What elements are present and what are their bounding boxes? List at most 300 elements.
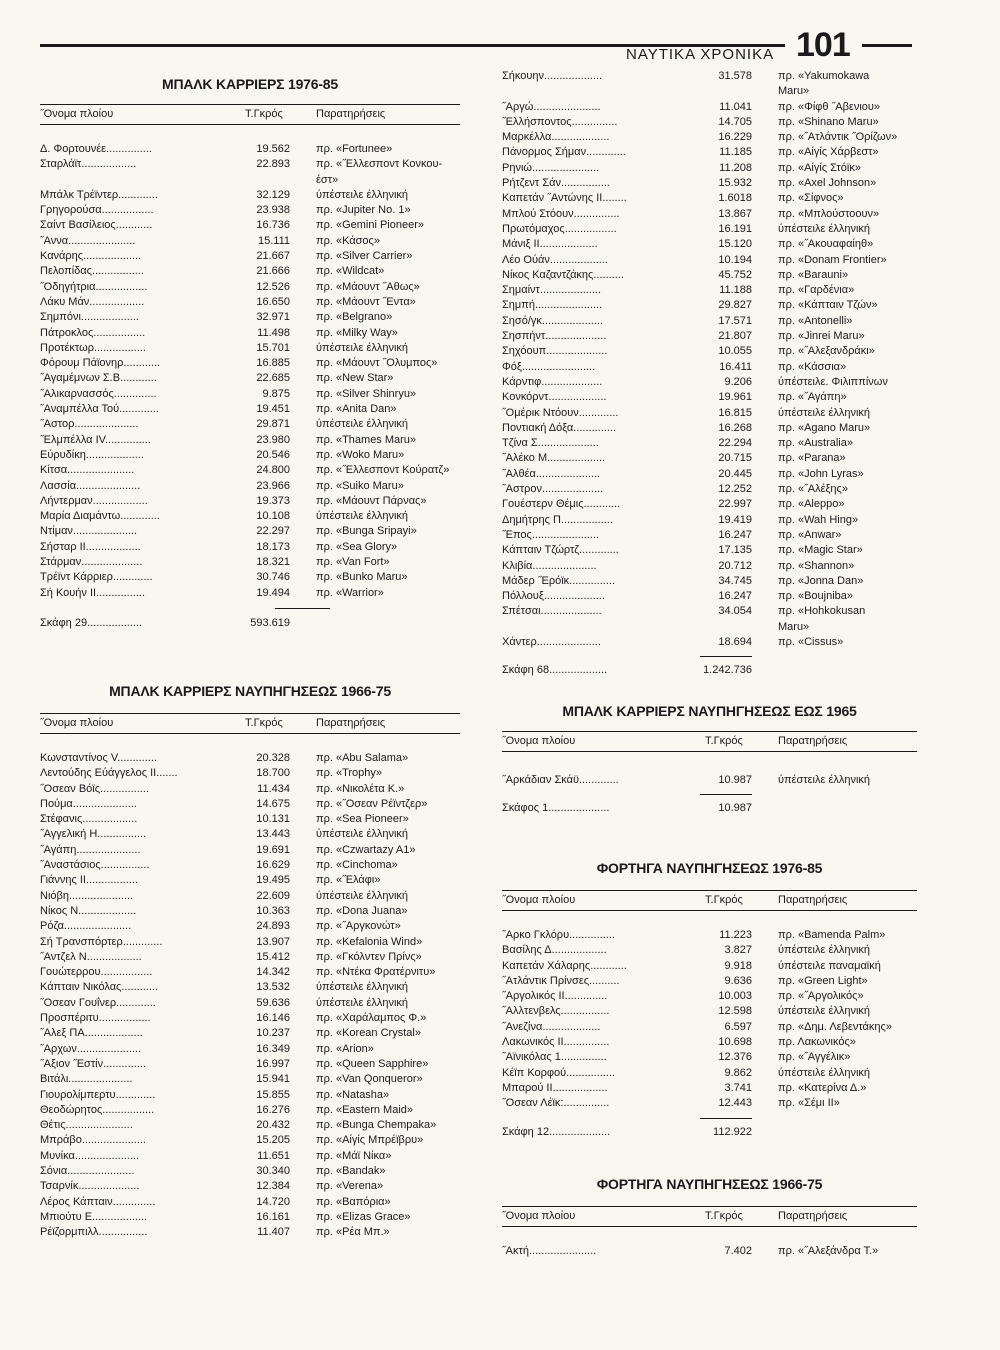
gross-tonnage: 16.247 xyxy=(718,590,752,603)
gross-tonnage: 16.146 xyxy=(256,1012,290,1025)
remarks: πρ. «˝Ελλεσποντ Κούρατζ» xyxy=(316,464,450,477)
table-row xyxy=(502,451,917,466)
remarks: πρ. «Ντέκα Φρατέρνιτυ» xyxy=(316,966,436,979)
column-headers xyxy=(40,714,460,733)
col-tonnage-header: Τ.Γκρός xyxy=(245,717,283,729)
gross-tonnage: 16.229 xyxy=(718,131,752,144)
ship-name: Μπιούτυ Ε.................. xyxy=(40,1210,148,1223)
ship-name: Πάνορμος Σήμαν............. xyxy=(502,146,626,159)
table-row xyxy=(502,406,917,421)
gross-tonnage: 19.562 xyxy=(256,143,290,155)
ship-name: Σημπή...................... xyxy=(502,299,603,312)
table-row xyxy=(502,314,917,329)
remarks: πρ. «Czwartazy A1» xyxy=(316,843,416,856)
ship-list xyxy=(502,928,917,1112)
table-row xyxy=(502,421,917,436)
ship-name: Φόρουμ Πάϊονηρ............ xyxy=(40,357,161,370)
ship-list xyxy=(40,142,460,601)
remarks: ύπέστειλε. Φιλιππίνων xyxy=(778,375,888,388)
gross-tonnage: 3.741 xyxy=(724,1081,752,1094)
table-row xyxy=(40,356,460,371)
gross-tonnage: 3.827 xyxy=(724,944,752,957)
remarks: πρ. «˝Αλέξης» xyxy=(778,483,848,496)
gross-tonnage: 20.445 xyxy=(718,467,752,480)
ship-name: ˝Ελλήσποντος............... xyxy=(502,115,618,128)
gross-tonnage: 13.867 xyxy=(718,207,752,220)
table-row xyxy=(40,295,460,310)
remarks: πρ. «Suiko Maru» xyxy=(316,479,404,492)
remarks: πρ. «Sea Pioneer» xyxy=(316,813,409,826)
page-number: 101 xyxy=(796,26,850,64)
remarks: πρ. «Silver Carrier» xyxy=(316,250,413,263)
gross-tonnage: 13.532 xyxy=(256,981,290,994)
remarks: πρ. «Shinano Maru» xyxy=(778,115,879,128)
ship-name: Ποντιακή Δόξα.............. xyxy=(502,421,617,434)
table-row xyxy=(40,827,460,842)
gross-tonnage: 11.041 xyxy=(719,100,752,113)
gross-tonnage: 16.736 xyxy=(256,219,290,232)
table-row xyxy=(502,959,917,974)
gross-tonnage: 16.247 xyxy=(718,528,752,541)
gross-tonnage: 16.629 xyxy=(256,859,290,872)
ship-name: ˝Οσεαν Βόϊς................ xyxy=(40,782,149,795)
table-row xyxy=(40,1210,460,1225)
gross-tonnage: 30.340 xyxy=(256,1165,290,1178)
ship-name: Λήντερμαν.................. xyxy=(40,494,148,507)
table-row xyxy=(40,234,460,249)
remarks: ύπέστειλε έλληνική xyxy=(778,774,871,786)
table-row xyxy=(502,974,917,989)
gross-tonnage: 12.443 xyxy=(718,1097,752,1110)
remarks: πρ. «Anwar» xyxy=(778,528,842,541)
table-row xyxy=(40,188,460,203)
remarks: πρ. «˝Αλεξανδράκι» xyxy=(778,345,875,358)
section-bulk-carriers-1976-85 xyxy=(40,76,460,631)
ship-name: Σησό/γκ.................... xyxy=(502,314,604,327)
section-cargo-1966-75 xyxy=(502,1176,917,1259)
remarks: ύπέστειλε έλληνική xyxy=(316,828,409,841)
gross-tonnage: 24.800 xyxy=(256,464,290,477)
remarks: πρ. «Hohkokusan Maru» xyxy=(778,605,866,633)
table-row xyxy=(502,497,917,512)
remarks: πρ. «New Star» xyxy=(316,372,394,385)
remarks: πρ. «˝Ακουαφαίηθ» xyxy=(778,238,874,251)
table-row xyxy=(502,574,917,589)
table-row xyxy=(502,928,917,943)
gross-tonnage: 20.432 xyxy=(256,1119,290,1132)
remarks: πρ. «Φίφθ ˝Αβενιου» xyxy=(778,100,881,113)
gross-tonnage: 11.434 xyxy=(257,782,290,795)
section-bulk-carriers-1966-75 xyxy=(40,683,460,1241)
ship-name: Προτέκτωρ................. xyxy=(40,341,146,354)
remarks: πρ. «Μάουντ ˝Ολυμπος» xyxy=(316,357,438,370)
gross-tonnage: 7.402 xyxy=(724,1245,752,1257)
gross-tonnage: 10.237 xyxy=(256,1027,290,1040)
remarks: πρ. «Μάϊ Νίκα» xyxy=(316,1149,392,1162)
gross-tonnage: 32.971 xyxy=(256,311,290,324)
remarks: πρ. «Yakumokawa Maru» xyxy=(778,70,870,98)
ship-name: ˝Αλλτενβελς................ xyxy=(502,1005,610,1018)
gross-tonnage: 16.161 xyxy=(256,1210,290,1223)
remarks: πρ. «˝Αργολικός» xyxy=(778,990,864,1003)
table-row xyxy=(502,559,917,574)
ship-name: Λέο Ούάν................... xyxy=(502,253,608,266)
remarks: ύπέστειλε έλληνική xyxy=(316,510,409,523)
table-row xyxy=(502,191,917,206)
remarks: πρ. Λακωνικός» xyxy=(778,1036,856,1049)
gross-tonnage: 19.495 xyxy=(256,874,290,887)
gross-tonnage: 45.752 xyxy=(718,268,752,281)
remarks: πρ. «Αίγίς Μπρέϊβρυ» xyxy=(316,1134,424,1147)
gross-tonnage: 11.208 xyxy=(719,161,752,174)
table-row xyxy=(40,812,460,827)
table-row xyxy=(40,751,460,766)
remarks: πρ. «Sea Glory» xyxy=(316,540,398,553)
gross-tonnage: 29.871 xyxy=(256,418,290,431)
col-name-header: ˝Ονομα πλοίου xyxy=(40,717,114,729)
table-row xyxy=(40,326,460,341)
gross-tonnage: 16.885 xyxy=(256,357,290,370)
gross-tonnage: 18.173 xyxy=(256,540,290,553)
gross-tonnage: 18.700 xyxy=(256,767,290,780)
remarks: πρ. «Cinchoma» xyxy=(316,859,398,872)
gross-tonnage: 22.294 xyxy=(718,437,752,450)
gross-tonnage: 10.108 xyxy=(256,510,290,523)
ship-name: Λασσία..................... xyxy=(40,479,141,492)
total-row xyxy=(40,615,460,631)
gross-tonnage: 15.120 xyxy=(718,238,752,251)
table-row xyxy=(40,935,460,950)
gross-tonnage: 14.720 xyxy=(256,1195,290,1208)
table-row xyxy=(502,161,917,176)
table-row xyxy=(40,1225,460,1240)
table-row xyxy=(40,980,460,995)
table-row xyxy=(502,222,917,237)
ship-name: Στέφανις.................. xyxy=(40,813,138,826)
ship-name: ˝Αϊνικόλας 1............... xyxy=(502,1051,607,1064)
ship-name: Τρέϊντ Κάρριερ............. xyxy=(40,571,153,584)
ship-name: Προσπέριτυ................. xyxy=(40,1012,151,1025)
ship-name: Κωνσταντίνος V............. xyxy=(40,752,157,764)
ship-name: Καπετάν ˝Αντώνης II........ xyxy=(502,192,627,205)
total-rule xyxy=(275,608,330,609)
total-tonnage: 10.987 xyxy=(718,802,752,815)
ship-name: ˝Ομέρικ Ντόουν............. xyxy=(502,406,619,419)
ship-name: Εύρυδίκη................... xyxy=(40,448,144,461)
remarks: ύπέστειλε έλληνική xyxy=(316,889,409,902)
magazine-title: ΝΑΥΤΙΚΑ ΧΡΟΝΙΚΑ xyxy=(626,46,775,63)
remarks: πρ. «Wah Hing» xyxy=(778,513,859,526)
gross-tonnage: 22.297 xyxy=(256,525,290,538)
gross-tonnage: 16.349 xyxy=(256,1042,290,1055)
table-row xyxy=(40,555,460,570)
gross-tonnage: 19.691 xyxy=(256,843,290,856)
ship-name: ˝Αλικαρνασσός.............. xyxy=(40,387,157,400)
ship-list xyxy=(40,751,460,1241)
table-row xyxy=(40,950,460,965)
table-row xyxy=(502,329,917,344)
ship-name: Σησπήντ.................... xyxy=(502,330,607,343)
column-headers xyxy=(502,732,917,751)
ship-name: ˝Ακτή...................... xyxy=(502,1245,597,1257)
remarks: πρ. «Bandak» xyxy=(316,1165,386,1178)
divider xyxy=(502,1226,917,1227)
section-bulk-carriers-1966-75-continued xyxy=(502,69,917,678)
gross-tonnage: 11.185 xyxy=(719,146,752,159)
remarks: πρ. «Βαπόρια» xyxy=(316,1195,391,1208)
remarks: πρ. «Elizas Grace» xyxy=(316,1210,411,1223)
gross-tonnage: 13.443 xyxy=(256,828,290,841)
remarks: πρ. «Eastern Maid» xyxy=(316,1103,414,1116)
total-label: Σκάφη 29.................. xyxy=(40,616,143,629)
table-row xyxy=(502,543,917,558)
table-row xyxy=(502,283,917,298)
gross-tonnage: 12.384 xyxy=(256,1180,290,1193)
table-row xyxy=(40,858,460,873)
remarks: πρ. «Donam Frontier» xyxy=(778,253,887,266)
remarks: ύπέστειλε έλληνική xyxy=(778,222,871,235)
gross-tonnage: 15.412 xyxy=(256,950,290,963)
gross-tonnage: 19.961 xyxy=(718,391,752,404)
remarks: πρ. «Μπλούστοουν» xyxy=(778,207,880,220)
ship-name: ˝Αννα...................... xyxy=(40,234,136,247)
remarks: πρ. «Woko Maru» xyxy=(316,448,405,461)
gross-tonnage: 16.997 xyxy=(256,1057,290,1070)
remarks: πρ. «˝Ελάφι» xyxy=(316,874,381,887)
gross-tonnage: 16.411 xyxy=(719,360,752,373)
table-row xyxy=(502,436,917,451)
table-row xyxy=(502,604,917,635)
ship-name: Νιόβη..................... xyxy=(40,889,134,902)
ship-name: Πρωτόμαχος................. xyxy=(502,222,617,235)
table-row xyxy=(40,1195,460,1210)
remarks: πρ. «Gemini Pioneer» xyxy=(316,219,425,232)
gross-tonnage: 10.363 xyxy=(256,904,290,917)
table-row xyxy=(40,280,460,295)
gross-tonnage: 30.746 xyxy=(256,571,290,584)
remarks: πρ. «Aleppo» xyxy=(778,498,845,511)
ship-name: Κάπταιν Τζώρτζ............. xyxy=(502,544,619,557)
remarks: πρ. «Shannon» xyxy=(778,559,855,572)
gross-tonnage: 15.701 xyxy=(256,341,290,354)
ship-name: ˝Αρκο Γκλόρυ............... xyxy=(502,929,615,941)
table-row xyxy=(502,1066,917,1081)
gross-tonnage: 21.666 xyxy=(256,265,290,278)
table-row xyxy=(502,467,917,482)
remarks: πρ. «Γκόλντεν Πρίνς» xyxy=(316,950,422,963)
divider xyxy=(502,910,917,911)
remarks: πρ. «Silver Shinryu» xyxy=(316,387,417,400)
gross-tonnage: 16.276 xyxy=(256,1103,290,1116)
ship-name: Βιτάλι..................... xyxy=(40,1073,133,1086)
remarks: πρ. «Belgrano» xyxy=(316,311,393,324)
table-row xyxy=(40,448,460,463)
ship-name: ˝Αργώ...................... xyxy=(502,100,601,113)
ship-name: Θέτις...................... xyxy=(40,1119,133,1132)
gross-tonnage: 12.526 xyxy=(256,280,290,293)
table-row xyxy=(40,402,460,417)
table-row xyxy=(40,1133,460,1148)
ship-name: Κάρντιφ.................... xyxy=(502,375,603,388)
ship-name: Μαρία Διαμάντω............. xyxy=(40,510,160,523)
remarks: πρ. «Queen Sapphire» xyxy=(316,1057,429,1070)
gross-tonnage: 19.451 xyxy=(256,403,290,416)
gross-tonnage: 29.827 xyxy=(718,299,752,312)
ship-name: Νίκος Καζαντζάκης.......... xyxy=(502,268,624,281)
table-row xyxy=(40,509,460,524)
total-label: Σκάφη 12.................... xyxy=(502,1125,611,1138)
remarks: πρ. «Milky Way» xyxy=(316,326,398,339)
gross-tonnage: 10.003 xyxy=(718,990,752,1003)
table-row xyxy=(502,1244,917,1259)
table-row xyxy=(502,1081,917,1096)
remarks: πρ. «Thames Maru» xyxy=(316,433,417,446)
ship-name: Ρέϊζορμπιλλ................ xyxy=(40,1226,148,1239)
gross-tonnage: 17.135 xyxy=(718,544,752,557)
table-row xyxy=(40,203,460,218)
gross-tonnage: 15.111 xyxy=(257,234,290,247)
header-rule-right xyxy=(862,44,912,47)
table-row xyxy=(502,298,917,313)
table-row xyxy=(502,360,917,375)
section-cargo-1976-85 xyxy=(502,860,917,1140)
table-row xyxy=(40,843,460,858)
remarks: πρ. «Jonna Dan» xyxy=(778,574,864,587)
remarks: πρ. «Jupiter No. 1» xyxy=(316,204,411,217)
ship-name: ˝Αστρον.................... xyxy=(502,483,604,496)
ship-name: Στάρμαν.................... xyxy=(40,556,143,569)
ship-name: Πάτροκλος................. xyxy=(40,326,146,339)
gross-tonnage: 22.893 xyxy=(256,158,290,171)
remarks: πρ. «Verena» xyxy=(316,1180,384,1193)
remarks: πρ. «Μάουντ ˝Αθως» xyxy=(316,280,420,293)
ship-name: ˝Αγάπη..................... xyxy=(40,843,141,856)
table-row xyxy=(502,773,917,788)
remarks: πρ. «Bunga Sripayi» xyxy=(316,525,417,538)
total-rule xyxy=(700,1118,752,1119)
remarks: ύπέστειλε παναμαϊκή xyxy=(778,959,881,972)
table-row xyxy=(502,943,917,958)
remarks: ύπέστειλε έλληνική xyxy=(316,341,409,354)
table-row xyxy=(40,1072,460,1087)
ship-name: ˝Οσεαν Γουΐνερ............. xyxy=(40,996,156,1009)
ship-name: Πούμα..................... xyxy=(40,797,137,810)
remarks: πρ. «˝Αλεξάνδρα Τ.» xyxy=(778,1245,879,1257)
gross-tonnage: 15.855 xyxy=(256,1088,290,1101)
section-title: ΜΠΑΛΚ ΚΑΡΡΙΕΡΣ ΝΑΥΠΗΓΗΣΕΩΣ 1966-75 xyxy=(109,683,391,699)
table-row xyxy=(502,390,917,405)
ship-name: Μαρκέλλα................... xyxy=(502,131,610,144)
gross-tonnage: 10.131 xyxy=(256,813,290,826)
remarks: πρ. «Κάσσια» xyxy=(778,360,847,373)
gross-tonnage: 10.987 xyxy=(718,774,752,786)
total-tonnage: 1.242.736 xyxy=(703,664,752,677)
col-remarks-header: Παρατηρήσεις xyxy=(778,894,848,906)
table-row xyxy=(40,494,460,509)
table-row xyxy=(40,1179,460,1194)
gross-tonnage: 11.498 xyxy=(257,326,290,339)
table-row xyxy=(502,344,917,359)
table-row xyxy=(40,157,460,188)
ship-name: ˝Ατλάντικ Πρίνσες.......... xyxy=(502,974,620,987)
table-row xyxy=(40,889,460,904)
remarks: πρ. «Trophy» xyxy=(316,767,383,780)
divider xyxy=(40,733,460,734)
table-row xyxy=(40,1057,460,1072)
gross-tonnage: 59.636 xyxy=(256,996,290,1009)
gross-tonnage: 23.966 xyxy=(256,479,290,492)
table-row xyxy=(40,387,460,402)
table-row xyxy=(40,586,460,601)
remarks: πρ. «Κάπταιν Τζών» xyxy=(778,299,878,312)
ship-name: Ντίμαν..................... xyxy=(40,525,138,538)
table-row xyxy=(502,69,917,100)
col-tonnage-header: Τ.Γκρός xyxy=(705,894,743,906)
section-title: ΦΟΡΤΗΓΑ ΝΑΥΠΗΓΗΣΕΩΣ 1976-85 xyxy=(596,860,823,876)
remarks: πρ. «Bunko Maru» xyxy=(316,571,408,584)
table-row xyxy=(40,218,460,233)
gross-tonnage: 13.907 xyxy=(256,935,290,948)
total-rule xyxy=(700,794,752,795)
ship-name: Κονκόρντ................... xyxy=(502,391,607,404)
remarks: πρ. «Νικολέτα Κ.» xyxy=(316,782,405,795)
gross-tonnage: 10.055 xyxy=(718,345,752,358)
gross-tonnage: 32.129 xyxy=(256,188,290,201)
divider xyxy=(40,124,460,125)
ship-name: ˝Αλθέα..................... xyxy=(502,467,601,480)
gross-tonnage: 16.815 xyxy=(718,406,752,419)
table-row xyxy=(502,528,917,543)
ship-list xyxy=(502,773,917,788)
ship-name: Γουώτερρου................. xyxy=(40,966,153,979)
gross-tonnage: 24.893 xyxy=(256,920,290,933)
remarks: πρ. «Cissus» xyxy=(778,635,844,648)
table-row xyxy=(40,1026,460,1041)
ship-name: Μυνίκα..................... xyxy=(40,1149,140,1162)
section-title: ΜΠΑΛΚ ΚΑΡΡΙΕΡΣ ΝΑΥΠΗΓΗΣΕΩΣ ΕΩΣ 1965 xyxy=(562,703,857,719)
remarks: πρ. «˝Ατλάντικ ˝Ορίζων» xyxy=(778,131,898,144)
table-row xyxy=(40,417,460,432)
remarks: πρ. «Wildcat» xyxy=(316,265,385,278)
table-row xyxy=(502,176,917,191)
remarks: πρ. «Van Fort» xyxy=(316,556,390,569)
ship-name: ˝Αρχων..................... xyxy=(40,1042,142,1055)
ship-name: Νίκος Ν................... xyxy=(40,904,137,917)
gross-tonnage: 16.650 xyxy=(256,295,290,308)
remarks: πρ. «Jinrei Maru» xyxy=(778,330,865,343)
remarks: πρ. «Van Qonqueror» xyxy=(316,1073,423,1086)
table-row xyxy=(40,540,460,555)
remarks: πρ. «Agano Maru» xyxy=(778,421,871,434)
gross-tonnage: 31.578 xyxy=(718,70,752,82)
remarks: πρ. «Green Light» xyxy=(778,974,868,987)
gross-tonnage: 11.188 xyxy=(719,284,752,297)
gross-tonnage: 9.862 xyxy=(724,1066,752,1079)
gross-tonnage: 11.223 xyxy=(719,929,752,941)
gross-tonnage: 12.252 xyxy=(718,483,752,496)
remarks: πρ. «Abu Salama» xyxy=(316,752,409,764)
ship-name: Γιάννης II................. xyxy=(40,874,138,887)
ship-name: ˝Αλεξ ΠΑ................... xyxy=(40,1027,143,1040)
ship-name: Κλιβία..................... xyxy=(502,559,597,572)
gross-tonnage: 34.745 xyxy=(718,574,752,587)
remarks: ύπέστειλε έλληνική xyxy=(316,996,409,1009)
ship-name: Λέρος Κάπταιν.............. xyxy=(40,1195,156,1208)
remarks: πρ. «John Lyras» xyxy=(778,467,864,480)
table-row xyxy=(502,145,917,160)
column-headers xyxy=(502,891,917,910)
table-row xyxy=(40,1103,460,1118)
